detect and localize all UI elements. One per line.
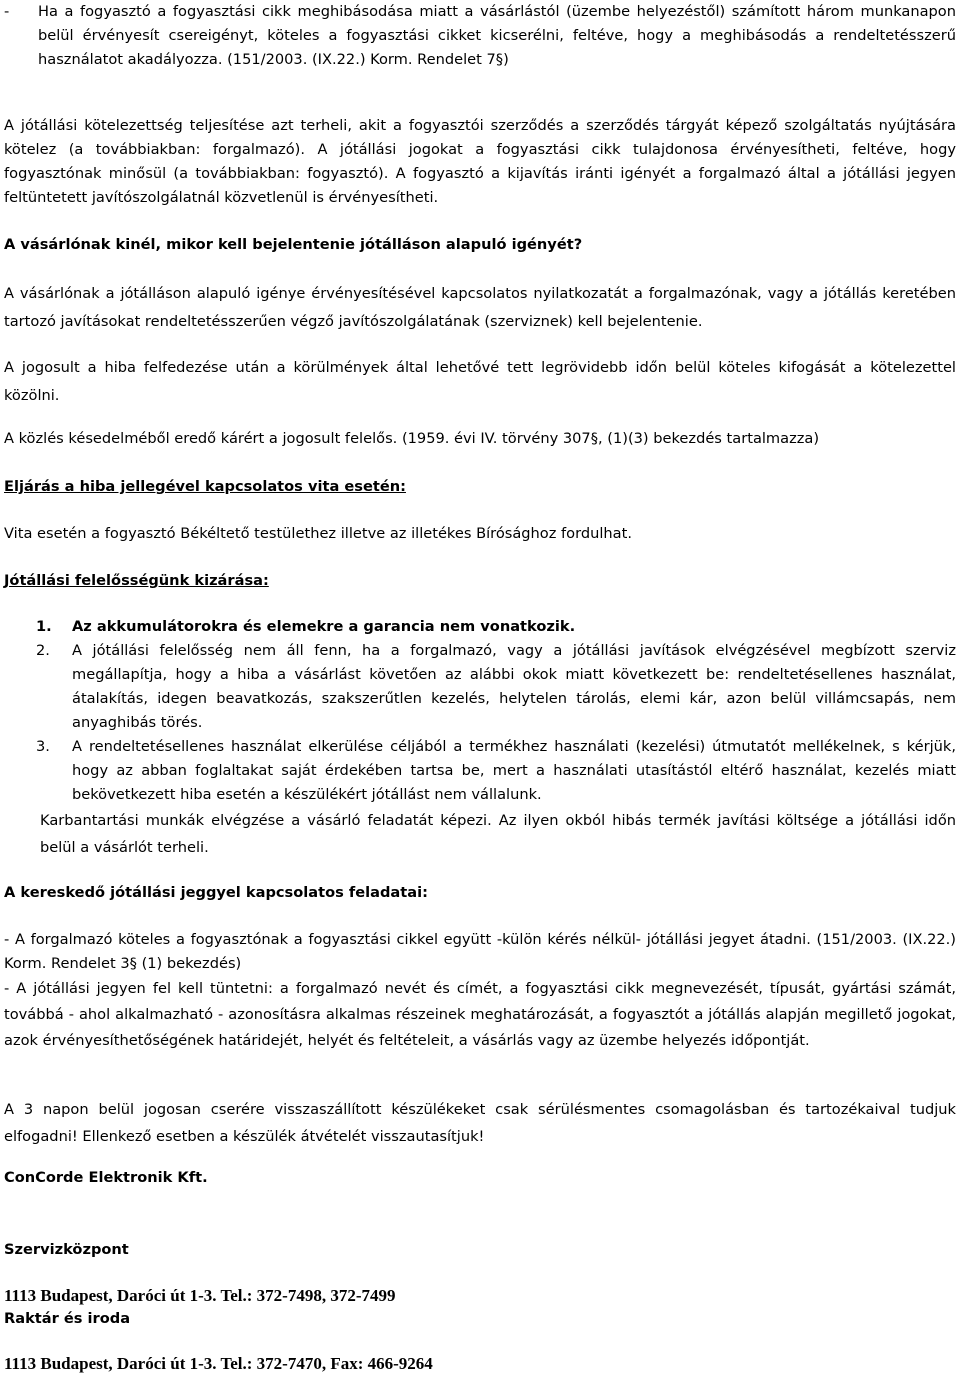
obligation-section	[4, 114, 956, 210]
exclusion-item-1	[36, 615, 956, 639]
report-paragraph-3-wrap	[4, 427, 956, 451]
dispute-heading: Eljárás a hiba jellegével kapcsolatos vita esetén:	[4, 478, 406, 495]
warehouse-address-wrap	[4, 1352, 956, 1376]
dispute-paragraph: Vita esetén a fogyasztó Békéltető testülethez illetve az illetékes Bírósághoz fordulhat.	[4, 525, 632, 542]
report-paragraph-1-wrap	[4, 280, 956, 336]
exclusion-text: Az akkumulátorokra és elemekre a garancia nem vonatkozik.	[72, 618, 576, 635]
obligation-paragraph: A jótállási kötelezettség teljesítése azt terheli, akit a fogyasztói szerződés a szerződés tárgyát képező szolgáltatás nyújtására kötelez (a továbbiakban: forgalmazó). A jótállási jogokat a fogyasztási cikk tulajdonosa érvényesítheti, feltéve, hogy fogyasztónak minősül (a továbbiakban: fogyasztó). A fogyasztó a kijavítás iránti igényét a forgalmazó által a jótállási jegyen feltüntetett javítószolgálatnál közvetlenül is érvényesítheti.	[4, 117, 956, 206]
intro-text: Ha a fogyasztó a fogyasztási cikk meghibásodása miatt a vásárlástól (üzembe helyezéstől) számított három munkanapon belül érvényesít csereigényt, köteles a fogyasztási cikket kicserélni, feltéve, hogy a meghibásodás a rendeltetésszerű használatot akadályozza. (151/2003. (IX.22.) Korm. Rendelet 7§)	[38, 3, 956, 68]
exclusion-text: A rendeltetésellenes használat elkerülése céljából a termékhez használati (kezelési) útmutatót mellékelnek, s kérjük, hogy az abban foglaltakat saját érdekében tartsa be, mert a használati utasítástól eltérő használat, kezelés miatt bekövetkezett hiba esetén a készülékért jótállást nem vállalunk.	[72, 738, 956, 803]
company-wrap	[4, 1166, 956, 1190]
merchant-heading-wrap	[4, 881, 956, 905]
exclusion-text: A jótállási felelősség nem áll fenn, ha a forgalmazó, vagy a jótállási javítások elvégzésével megbízott szerviz megállapítja, hogy a hiba a vásárlást követően az alábbi okok miatt következett be: rendeltetésellenes használat, átalakítás, idegen beavatkozás, szakszerűtlen kezelés, helytelen tárolás, elemi kár, azon belül villámcsapás, nem anyaghibás törés.	[72, 642, 956, 731]
list-number: 3.	[36, 738, 50, 755]
report-section	[4, 233, 956, 257]
exclusion-list	[36, 615, 956, 807]
company-name: ConCorde Elektronik Kft.	[4, 1169, 208, 1186]
list-number: 1.	[36, 618, 52, 635]
exclusion-heading-wrap	[4, 569, 956, 593]
service-address-wrap	[4, 1284, 956, 1308]
exclusion-item-2	[36, 639, 956, 735]
return-wrap	[4, 1096, 956, 1150]
maintenance-wrap	[40, 807, 956, 861]
warehouse-wrap	[4, 1307, 956, 1331]
dispute-heading-wrap	[4, 475, 956, 499]
report-paragraph-2: A jogosult a hiba felfedezése után a körülmények által lehetővé tett legrövidebb időn belül köteles kifogását a kötelezettel közölni.	[4, 359, 956, 404]
maintenance-paragraph: Karbantartási munkák elvégzése a vásárló feladatát képezi. Az ilyen okból hibás termék javítási költsége a jótállási időn belül a vásárlót terheli.	[40, 812, 956, 856]
report-paragraph-2-wrap	[4, 354, 956, 410]
dispute-paragraph-wrap	[4, 522, 956, 546]
exclusion-item-3	[36, 735, 956, 807]
intro-item	[4, 0, 956, 72]
service-label: Szervizközpont	[4, 1241, 129, 1258]
service-address: 1113 Budapest, Daróci út 1-3. Tel.: 372-7498, 372-7499	[4, 1286, 396, 1305]
merchant-paragraph-2-wrap	[4, 976, 956, 1054]
merchant-paragraph-1-wrap	[4, 928, 956, 976]
return-paragraph: A 3 napon belül jogosan cserére visszaszállított készülékeket csak sérülésmentes csomagolásban és tartozékaival tudjuk elfogadni! Ellenkező esetben a készülék átvételét visszautasítjuk!	[4, 1101, 956, 1145]
report-paragraph-3: A közlés késedelméből eredő kárért a jogosult felelős. (1959. évi IV. törvény 307§, (1)(3) bekezdés tartalmazza)	[4, 430, 820, 447]
service-wrap	[4, 1238, 956, 1262]
exclusion-heading: Jótállási felelősségünk kizárása:	[4, 572, 269, 589]
warehouse-label: Raktár és iroda	[4, 1310, 131, 1327]
merchant-paragraph-2: - A jótállási jegyen fel kell tüntetni: a forgalmazó nevét és címét, a fogyasztási cikk megnevezését, típusát, gyártási számát, továbbá - ahol alkalmazható - azonosításra alkalmas részeinek meghatározását, a fogyasztót a jótállás alapján megillető jogokat, azok érvényesíthetőségének határidejét, helyét és feltételeit, a vásárlás vagy az üzembe helyezés időpontját.	[4, 980, 956, 1049]
merchant-paragraph-1: - A forgalmazó köteles a fogyasztónak a fogyasztási cikkel együtt -külön kérés nélkül- jótállási jegyet átadni. (151/2003. (IX.22.) Korm. Rendelet 3§ (1) bekezdés)	[4, 931, 956, 972]
list-dash: -	[4, 3, 10, 20]
merchant-heading: A kereskedő jótállási jeggyel kapcsolatos feladatai:	[4, 884, 428, 901]
report-heading: A vásárlónak kinél, mikor kell bejelentenie jótálláson alapuló igényét?	[4, 236, 583, 253]
report-paragraph-1: A vásárlónak a jótálláson alapuló igénye érvényesítésével kapcsolatos nyilatkozatát a forgalmazónak, vagy a jótállás keretében tartozó javításokat rendeltetésszerűen végző javítószolgálatának (szerviznek) kell bejelentenie.	[4, 285, 956, 330]
warehouse-address: 1113 Budapest, Daróci út 1-3. Tel.: 372-7470, Fax: 466-9264	[4, 1354, 433, 1373]
list-number: 2.	[36, 642, 50, 659]
